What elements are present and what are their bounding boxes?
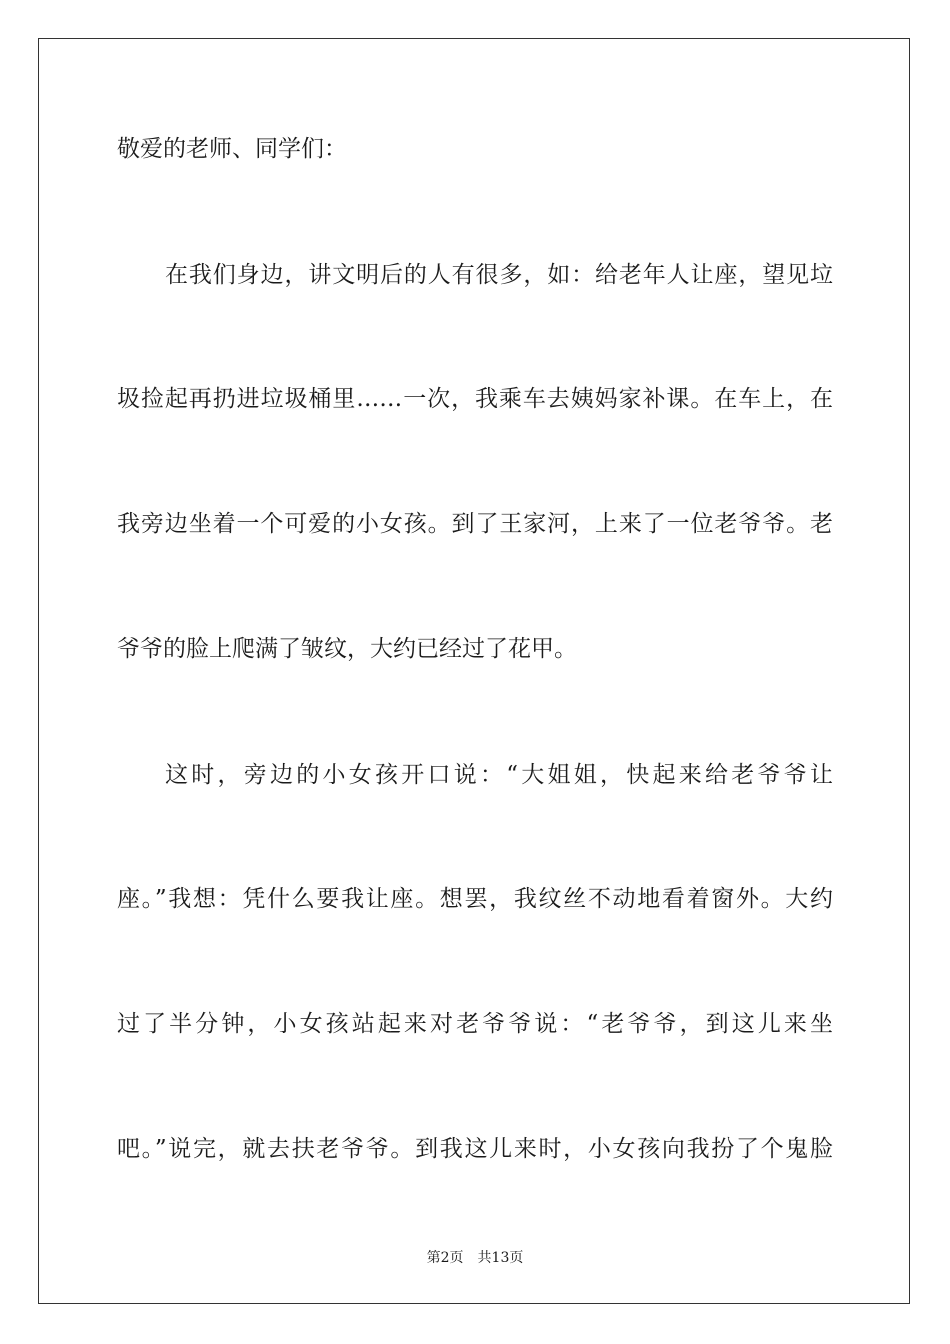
paragraph-line: 座。”我想：凭什么要我让座。想罢，我纹丝不动地看着窗外。大约 <box>117 886 833 912</box>
paragraph-line: 过了半分钟，小女孩站起来对老爷爷说：“老爷爷，到这儿来坐 <box>117 1011 833 1037</box>
paragraph-line: 吧。”说完，就去扶老爷爷。到我这儿来时，小女孩向我扮了个鬼脸 <box>117 1136 833 1162</box>
page-number: 第2页 共13页 <box>426 1250 524 1266</box>
paragraph-line: 我旁边坐着一个可爱的小女孩。到了王家河，上来了一位老爷爷。老 <box>117 511 833 537</box>
page-border <box>38 38 910 1304</box>
paragraph-line: 爷爷的脸上爬满了皱纹，大约已经过了花甲。 <box>117 636 577 662</box>
paragraph-line: 在我们身边，讲文明后的人有很多，如：给老年人让座，望见垃 <box>165 262 833 288</box>
paragraph-line: 这时，旁边的小女孩开口说：“大姐姐，快起来给老爷爷让 <box>165 762 833 788</box>
paragraph-line: 圾捡起再扔进垃圾桶里……一次，我乘车去姨妈家补课。在车上，在 <box>117 386 833 412</box>
salutation: 敬爱的老师、同学们： <box>117 136 347 162</box>
